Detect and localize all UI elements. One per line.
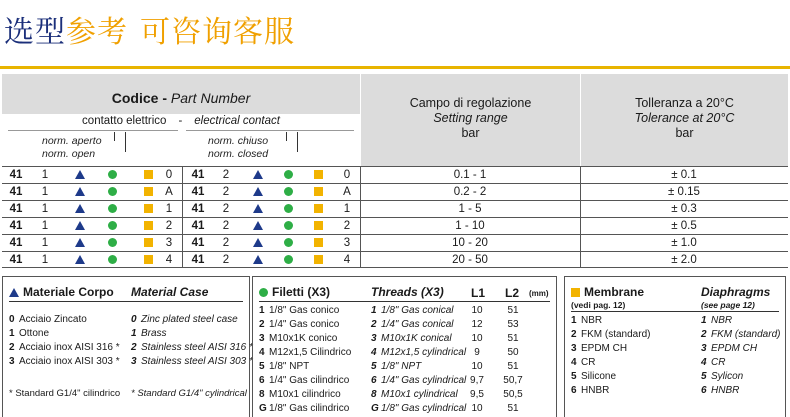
range-title-en: Setting range bbox=[433, 111, 508, 125]
list-item-en: 1 Brass bbox=[131, 328, 167, 339]
list-item-en: 2 FKM (standard) bbox=[701, 329, 781, 340]
list-item: 4 M12x1,5 Cilindrico bbox=[259, 347, 352, 358]
triangle-icon bbox=[9, 288, 19, 297]
list-item: 6 1/4" Gas cilindrico bbox=[259, 375, 350, 386]
code-range-closed: A bbox=[343, 186, 351, 198]
l2-value: 51 bbox=[507, 403, 519, 414]
circle-icon bbox=[278, 253, 298, 268]
l1-value: 9 bbox=[474, 347, 480, 358]
table-row bbox=[2, 234, 788, 251]
setting-range-value: 1 - 5 bbox=[458, 203, 482, 215]
code-range-open: 0 bbox=[165, 169, 173, 181]
triangle-icon bbox=[248, 219, 268, 234]
code-prefix-open: 41 bbox=[9, 203, 23, 215]
title-part-2: 参考 bbox=[66, 15, 128, 50]
code-prefix-open: 41 bbox=[9, 220, 23, 232]
code-prefix-closed: 41 bbox=[191, 220, 205, 232]
range-unit: bar bbox=[461, 126, 480, 140]
triangle-icon bbox=[248, 185, 268, 200]
tolerance-value: ± 0.1 bbox=[671, 169, 697, 181]
membrane-sub-en: (see page 12) bbox=[701, 300, 755, 310]
square-icon bbox=[308, 168, 328, 183]
l2-value: 51 bbox=[507, 305, 519, 316]
list-item-en: 5 1/8" NPT bbox=[371, 361, 422, 372]
header-tolerance bbox=[580, 74, 788, 166]
square-icon bbox=[138, 236, 158, 251]
membrane-divider bbox=[571, 311, 779, 312]
l1-value: 12 bbox=[471, 319, 483, 330]
circle-icon bbox=[259, 288, 268, 297]
list-item-en: G 1/8" Gas cylindrical bbox=[371, 403, 467, 414]
threads-heading-en: Threads (X3) bbox=[371, 285, 444, 299]
tolerance-value: ± 2.0 bbox=[671, 254, 697, 266]
code-contact-open: 1 bbox=[41, 203, 49, 215]
code-prefix-closed: 41 bbox=[191, 186, 205, 198]
circle-icon bbox=[102, 202, 122, 217]
code-prefix-closed: 41 bbox=[191, 169, 205, 181]
list-item-en: 1 1/8" Gas conical bbox=[371, 305, 454, 316]
list-item-en: 3 Stainless steel AISI 303 * bbox=[131, 356, 253, 367]
code-contact-open: 1 bbox=[41, 237, 49, 249]
list-item-en: 5 Sylicon bbox=[701, 371, 744, 382]
list-item: 3 EPDM CH bbox=[571, 343, 628, 354]
list-item: 3 Acciaio inox AISI 303 * bbox=[9, 356, 120, 367]
circle-icon bbox=[102, 168, 122, 183]
square-icon bbox=[138, 219, 158, 234]
circle-icon bbox=[278, 168, 298, 183]
list-item: 2 FKM (standard) bbox=[571, 329, 651, 340]
code-range-open: A bbox=[165, 186, 173, 198]
closed-underline bbox=[186, 130, 354, 131]
circle-icon bbox=[102, 219, 122, 234]
list-item: 5 1/8" NPT bbox=[259, 361, 310, 372]
list-item: 4 CR bbox=[571, 357, 596, 368]
page-title bbox=[4, 14, 295, 52]
tolerance-value: ± 0.15 bbox=[668, 186, 700, 198]
codice-heading: Codice - Part Number bbox=[111, 90, 251, 106]
triangle-icon bbox=[70, 202, 90, 217]
code-contact-closed: 2 bbox=[222, 169, 230, 181]
circle-icon bbox=[278, 219, 298, 234]
header-code bbox=[2, 74, 360, 166]
open-underline bbox=[8, 130, 178, 131]
list-item: 1 1/8" Gas conico bbox=[259, 305, 340, 316]
square-icon bbox=[308, 236, 328, 251]
l1-value: 10 bbox=[471, 403, 483, 414]
code-range-open: 2 bbox=[165, 220, 173, 232]
list-item: 3 M10x1K conico bbox=[259, 333, 338, 344]
square-icon bbox=[308, 202, 328, 217]
code-prefix-open: 41 bbox=[9, 186, 23, 198]
code-contact-closed: 2 bbox=[222, 186, 230, 198]
circle-icon bbox=[102, 185, 122, 200]
circle-icon bbox=[278, 236, 298, 251]
square-icon bbox=[138, 168, 158, 183]
list-item-en: 1 NBR bbox=[701, 315, 733, 326]
l2-value: 50 bbox=[507, 347, 519, 358]
code-prefix-closed: 41 bbox=[191, 254, 205, 266]
code-range-closed: 4 bbox=[343, 254, 351, 266]
setting-range-value: 0.2 - 2 bbox=[453, 186, 487, 198]
table-row bbox=[2, 217, 788, 234]
header-range bbox=[360, 74, 580, 166]
triangle-icon bbox=[248, 236, 268, 251]
square-icon bbox=[308, 253, 328, 268]
list-item: 8 M10x1 cilindrico bbox=[259, 389, 341, 400]
square-icon bbox=[308, 219, 328, 234]
list-item: 2 1/4" Gas conico bbox=[259, 319, 340, 330]
circle-icon bbox=[278, 202, 298, 217]
threads-heading-it: Filetti (X3) bbox=[259, 285, 330, 299]
table-row bbox=[2, 183, 788, 200]
l2-value: 51 bbox=[507, 361, 519, 372]
list-item: 1 Ottone bbox=[9, 328, 50, 339]
tolerance-title-it: Tolleranza a 20°C bbox=[635, 96, 734, 110]
code-range-closed: 3 bbox=[343, 237, 351, 249]
list-item-en: 6 HNBR bbox=[701, 385, 740, 396]
list-item-en: 4 M12x1,5 cylindrical bbox=[371, 347, 467, 358]
norm-closed-label: norm. chiuso norm. closed bbox=[208, 135, 269, 160]
mm-unit: (mm) bbox=[529, 289, 549, 298]
list-item: 6 HNBR bbox=[571, 385, 610, 396]
title-underline bbox=[0, 66, 790, 69]
closed-contact-symbol bbox=[284, 132, 298, 152]
title-part-1: 选型 bbox=[4, 15, 66, 50]
range-title-it: Campo di regolazione bbox=[409, 96, 532, 110]
square-icon bbox=[138, 185, 158, 200]
triangle-icon bbox=[248, 253, 268, 268]
material-divider bbox=[9, 301, 243, 302]
list-item-en: 8 M10x1 cylindrical bbox=[371, 389, 458, 400]
membrane-heading-it: Membrane bbox=[571, 285, 644, 299]
list-item-en: 2 1/4" Gas conical bbox=[371, 319, 454, 330]
l2-value: 53 bbox=[507, 319, 519, 330]
tolerance-value: ± 0.3 bbox=[671, 203, 697, 215]
square-icon bbox=[138, 202, 158, 217]
circle-icon bbox=[278, 185, 298, 200]
table-row bbox=[2, 200, 788, 217]
code-range-open: 3 bbox=[165, 237, 173, 249]
table-row bbox=[2, 251, 788, 268]
tolerance-unit: bar bbox=[675, 126, 694, 140]
setting-range-value: 20 - 50 bbox=[452, 254, 488, 266]
list-item: 0 Acciaio Zincato bbox=[9, 314, 87, 325]
square-icon bbox=[308, 185, 328, 200]
norm-open-label: norm. aperto norm. open bbox=[42, 135, 102, 160]
membrane-heading-en: Diaphragms bbox=[701, 285, 771, 299]
triangle-icon bbox=[70, 253, 90, 268]
code-prefix-open: 41 bbox=[9, 254, 23, 266]
code-contact-closed: 2 bbox=[222, 220, 230, 232]
code-contact-open: 1 bbox=[41, 186, 49, 198]
code-contact-open: 1 bbox=[41, 220, 49, 232]
code-contact-closed: 2 bbox=[222, 203, 230, 215]
tolerance-value: ± 1.0 bbox=[671, 237, 697, 249]
membranes-box bbox=[564, 276, 786, 417]
list-item: 2 Acciaio inox AISI 316 * bbox=[9, 342, 120, 353]
l2-value: 51 bbox=[507, 333, 519, 344]
setting-range-value: 0.1 - 1 bbox=[453, 169, 487, 181]
code-range-closed: 0 bbox=[343, 169, 351, 181]
triangle-icon bbox=[70, 185, 90, 200]
setting-range-value: 10 - 20 bbox=[452, 237, 488, 249]
contact-heading: contatto elettrico - electrical contact bbox=[82, 115, 280, 127]
circle-icon bbox=[102, 236, 122, 251]
list-item-en: 2 Stainless steel AISI 316 * bbox=[131, 342, 253, 353]
material-heading-it: Materiale Corpo bbox=[9, 285, 114, 299]
circle-icon bbox=[102, 253, 122, 268]
code-contact-closed: 2 bbox=[222, 254, 230, 266]
list-item-en: 0 Zinc plated steel case bbox=[131, 314, 238, 325]
code-range-closed: 1 bbox=[343, 203, 351, 215]
part-number-table bbox=[2, 74, 788, 270]
code-range-open: 1 bbox=[165, 203, 173, 215]
triangle-icon bbox=[70, 236, 90, 251]
table-row bbox=[2, 166, 788, 183]
code-contact-closed: 2 bbox=[222, 237, 230, 249]
list-item-en: 6 1/4" Gas cylindrical bbox=[371, 375, 467, 386]
material-note-it: * Standard G1/4" cilindrico bbox=[9, 388, 121, 399]
tolerance-value: ± 0.5 bbox=[671, 220, 697, 232]
tolerance-title-en: Tolerance at 20°C bbox=[634, 111, 735, 125]
l1-value: 10 bbox=[471, 361, 483, 372]
membrane-sub-it: (vedi pag. 12) bbox=[571, 300, 626, 310]
l2-header: L2 bbox=[505, 286, 520, 300]
triangle-icon bbox=[70, 168, 90, 183]
l1-value: 9,7 bbox=[470, 375, 484, 386]
material-heading-en: Material Case bbox=[131, 285, 209, 299]
l2-value: 50,7 bbox=[503, 375, 523, 386]
list-item-en: 3 EPDM CH bbox=[701, 343, 758, 354]
triangle-icon bbox=[70, 219, 90, 234]
triangle-icon bbox=[248, 202, 268, 217]
code-range-closed: 2 bbox=[343, 220, 351, 232]
l1-header: L1 bbox=[471, 286, 486, 300]
threads-box bbox=[252, 276, 557, 417]
list-item-en: 4 CR bbox=[701, 357, 726, 368]
code-range-open: 4 bbox=[165, 254, 173, 266]
list-item-en: 3 M10x1K conical bbox=[371, 333, 452, 344]
material-note-en: * Standard G1/4" cylindrical bbox=[131, 388, 247, 399]
code-prefix-closed: 41 bbox=[191, 237, 205, 249]
list-item: 1 NBR bbox=[571, 315, 603, 326]
list-item: 5 Silicone bbox=[571, 371, 617, 382]
setting-range-value: 1 - 10 bbox=[455, 220, 485, 232]
square-icon bbox=[138, 253, 158, 268]
code-contact-open: 1 bbox=[41, 254, 49, 266]
threads-divider bbox=[259, 301, 550, 302]
l1-value: 10 bbox=[471, 333, 483, 344]
triangle-icon bbox=[248, 168, 268, 183]
title-part-3: 可咨询客服 bbox=[140, 15, 295, 50]
material-case-box bbox=[2, 276, 253, 417]
list-item: G 1/8" Gas cilindrico bbox=[259, 403, 350, 414]
code-prefix-closed: 41 bbox=[191, 203, 205, 215]
code-prefix-open: 41 bbox=[9, 169, 23, 181]
square-icon bbox=[571, 288, 580, 297]
code-prefix-open: 41 bbox=[9, 237, 23, 249]
code-contact-open: 1 bbox=[41, 169, 49, 181]
open-contact-symbol bbox=[112, 132, 126, 152]
l1-value: 10 bbox=[471, 305, 483, 316]
l2-value: 50,5 bbox=[503, 389, 523, 400]
l1-value: 9,5 bbox=[470, 389, 484, 400]
